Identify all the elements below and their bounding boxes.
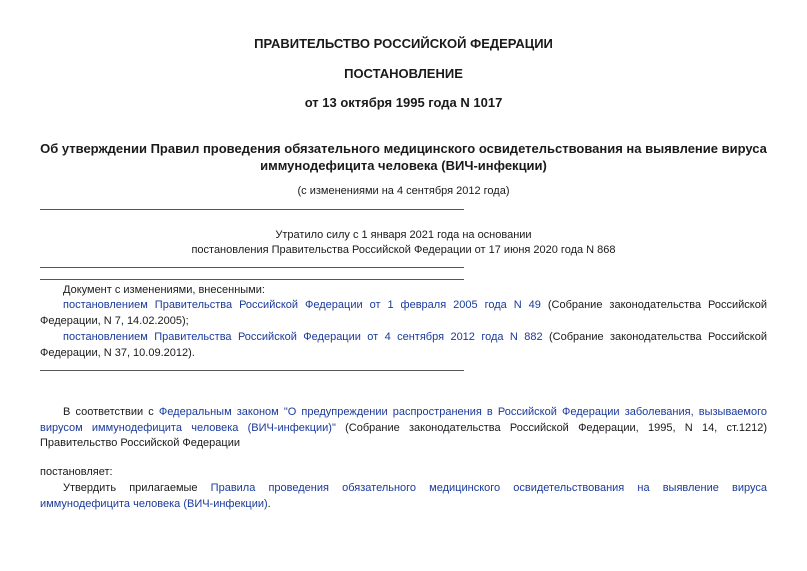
change-source: (Собрание законодательства Российской Федерации, N 37, 10.09.2012). (40, 331, 767, 359)
change-link[interactable]: постановлением Правительства Российской Федерации от 1 февраля 2005 года N 49 (63, 299, 541, 311)
change-item (40, 330, 767, 361)
preamble-start: В соответствии с (63, 406, 159, 418)
divider (40, 209, 464, 210)
rules-link[interactable]: Правила проведения обязательного медицинского освидетельствования на выявление вируса иммунодефицита человека (ВИЧ-инфекции) (40, 482, 767, 510)
change-link[interactable]: постановлением Правительства Российской Федерации от 4 сентября 2012 года N 882 (63, 331, 543, 343)
document-title: Об утверждении Правил проведения обязательного медицинского освидетельствования на выявление вируса иммунодефицита человека (ВИЧ-инфекции) (40, 141, 767, 173)
divider (40, 370, 464, 371)
federal-law-link[interactable]: Федеральным законом "О предупреждении распространения в Российской Федерации заболевания, вызываемого вирусом иммунодефицита человека (ВИЧ-инфекции)" (40, 406, 767, 434)
lost-force-line1: Утратило силу с 1 января 2021 года на основании (275, 229, 532, 241)
doc-type-heading: ПОСТАНОВЛЕНИЕ (344, 66, 463, 81)
lost-force-line2: постановления Правительства Российской Федерации от 17 июня 2020 года N 868 (191, 244, 616, 256)
resolves-text: постановляет: (40, 466, 113, 478)
approve-start: Утвердить прилагаемые (63, 482, 211, 494)
government-heading: ПРАВИТЕЛЬСТВО РОССИЙСКОЙ ФЕДЕРАЦИИ (254, 36, 553, 51)
preamble-paragraph (40, 405, 767, 452)
approve-end: . (267, 497, 271, 510)
preamble-rest: (Собрание законодательства Российской Федерации, 1995, N 14, ст.1212) Правительство Российской Федерации (40, 421, 767, 449)
amendment-note: (с изменениями на 4 сентября 2012 года) (297, 185, 510, 197)
change-source: (Собрание законодательства Российской Федерации, N 7, 14.02.2005); (40, 299, 767, 327)
change-item (40, 298, 767, 329)
approve-paragraph (40, 481, 767, 512)
divider (40, 267, 464, 268)
changes-intro: Документ с изменениями, внесенными: (63, 284, 265, 296)
date-number-heading: от 13 октября 1995 года N 1017 (304, 95, 503, 110)
divider (40, 279, 464, 280)
